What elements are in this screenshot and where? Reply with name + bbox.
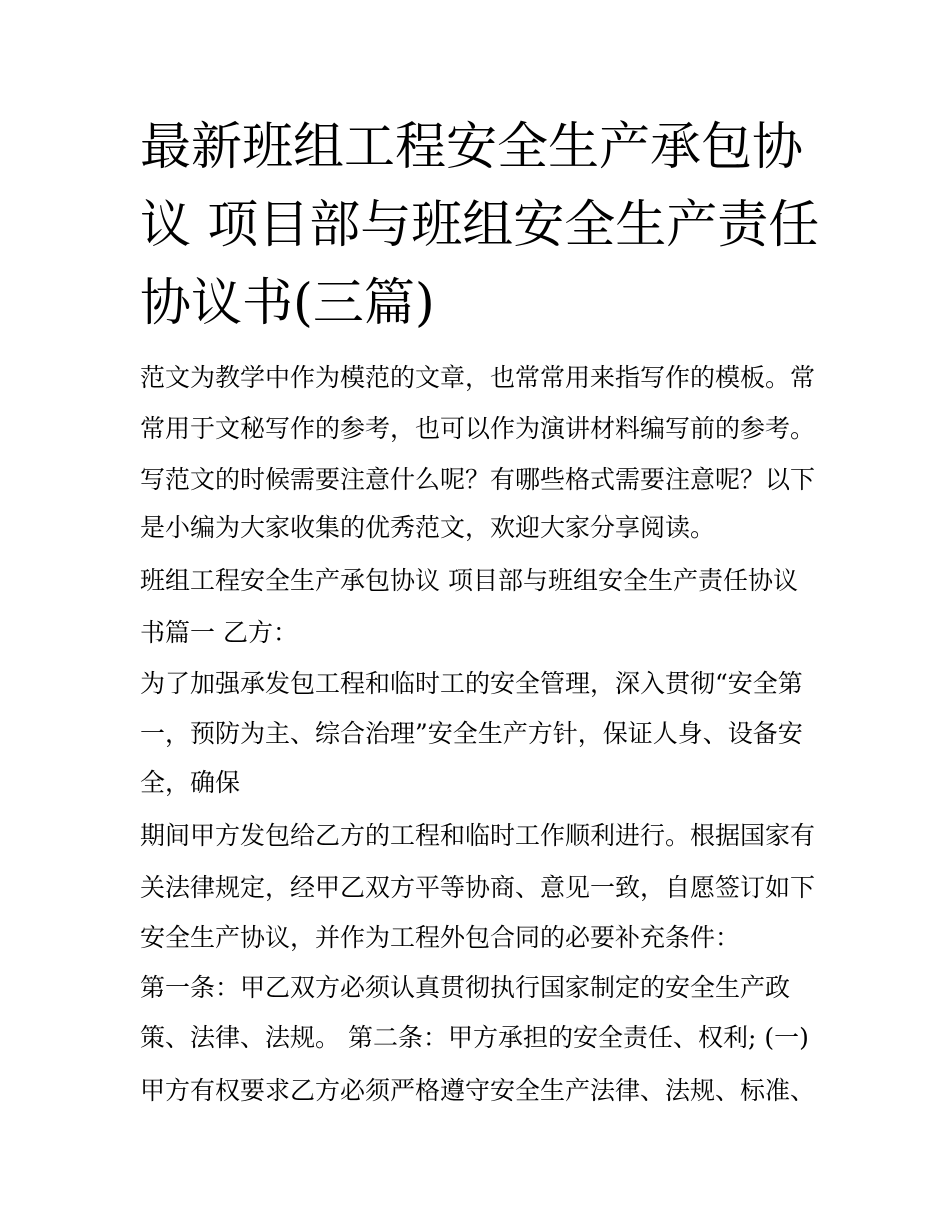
body-line-7: 为了加强承发包工程和临时工的安全管理，深入贯彻“安全第: [140, 669, 803, 698]
body-line-4: 是小编为大家收集的优秀范文，欢迎大家分享阅读。: [140, 513, 716, 542]
body-line-10: 期间甲方发包给乙方的工程和临时工作顺利进行。根据国家有: [140, 821, 816, 850]
body-line-1: 范文为教学中作为模范的文章，也常常用来指写作的模板。常: [140, 363, 816, 392]
document-title-line-1: 最新班组工程安全生产承包协: [140, 118, 804, 177]
body-line-6: 书篇一 乙方：: [140, 618, 298, 647]
body-line-9: 全，确保: [140, 768, 241, 797]
body-line-5: 班组工程安全生产承包协议 项目部与班组安全生产责任协议: [140, 566, 798, 595]
document-title-line-2: 议 项目部与班组安全生产责任: [140, 196, 820, 255]
body-line-14: 策、法律、法规。 第二条：甲方承担的安全责任、权利; (一): [140, 1023, 809, 1052]
body-line-15: 甲方有权要求乙方必须严格遵守安全生产法律、法规、标准、: [140, 1076, 816, 1105]
body-line-12: 安全生产协议，并作为工程外包合同的必要补充条件：: [140, 923, 741, 952]
body-line-13: 第一条：甲乙双方必须认真贯彻执行国家制定的安全生产政: [140, 973, 791, 1002]
body-line-3: 写范文的时候需要注意什么呢？有哪些格式需要注意呢？以下: [140, 465, 816, 494]
body-line-2: 常用于文秘写作的参考，也可以作为演讲材料编写前的参考。: [140, 414, 816, 443]
body-line-8: 一，预防为主、综合治理”安全生产方针，保证人身、设备安: [140, 719, 803, 748]
body-line-11: 关法律规定，经甲乙双方平等协商、意见一致，自愿签订如下: [140, 873, 816, 902]
document-title-line-3: 协议书(三篇): [140, 274, 435, 333]
